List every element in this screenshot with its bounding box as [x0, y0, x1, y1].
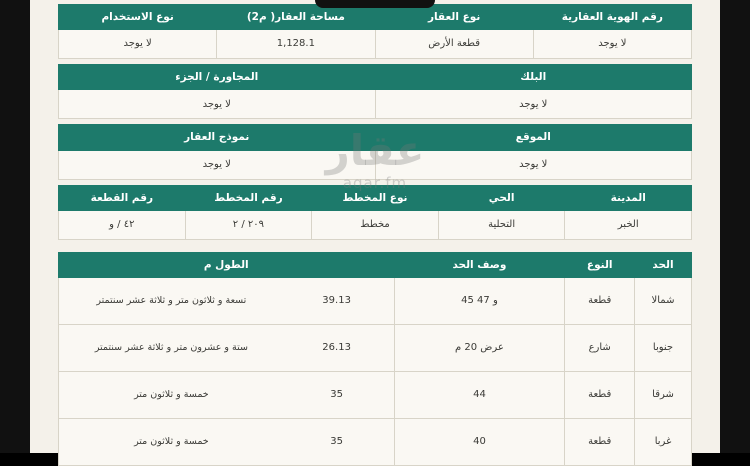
header-boundary-length: الطول م: [59, 252, 395, 277]
header-neighborhood-part: المجاورة / الجزء: [59, 65, 376, 90]
table-header-row: [59, 65, 692, 90]
value-location: لا يوجد: [375, 150, 692, 179]
header-location: الموقع: [375, 125, 692, 150]
camera-notch: [315, 0, 435, 8]
boundary-length-words: خمسة و ثلاثون متر: [134, 388, 209, 400]
boundary-length-cell: [59, 277, 395, 324]
boundary-length-cell: [59, 418, 395, 465]
header-boundary-type: النوع: [565, 252, 635, 277]
table-row: [59, 90, 692, 119]
boundary-length-number: 35: [330, 389, 343, 401]
boundary-length-words: ستة و عشرون متر و ثلاثة عشر سنتمتر: [94, 341, 248, 353]
header-usage-type: نوع الاستخدام: [59, 5, 217, 30]
header-property-id: رقم الهوية العقارية: [533, 5, 691, 30]
value-neighborhood-part: لا يوجد: [59, 90, 376, 119]
boundary-type: قطعة: [565, 371, 635, 418]
boundary-side: شرقا: [635, 371, 692, 418]
table-row: [59, 277, 692, 324]
table-header-row: [59, 125, 692, 150]
table-row: [59, 418, 692, 465]
boundary-type: قطعة: [565, 277, 635, 324]
header-boundary-side: الحد: [635, 252, 692, 277]
watermark-main-text: عقار: [325, 126, 425, 175]
value-property-model: لا يوجد: [59, 150, 376, 179]
table-row: [59, 324, 692, 371]
table-row: [59, 30, 692, 59]
boundary-length-number: 35: [330, 436, 343, 448]
boundary-side: غربا: [635, 418, 692, 465]
boundary-description: و 47 45: [394, 277, 565, 324]
header-property-model: نموذج العقار: [59, 125, 376, 150]
header-parcel-number: رقم القطعة: [59, 185, 186, 210]
spacer-large: [58, 240, 692, 252]
header-property-area: مساحة العقار( م2): [217, 5, 375, 30]
boundary-type: شارع: [565, 324, 635, 371]
value-usage-type: لا يوجد: [59, 30, 217, 59]
deed-sheet: [30, 0, 720, 453]
boundary-side: شمالا: [635, 277, 692, 324]
boundary-description: عرض 20 م: [394, 324, 565, 371]
boundary-description: 44: [394, 371, 565, 418]
table-header-row: [59, 185, 692, 210]
boundary-length-cell: [59, 324, 395, 371]
value-property-type: قطعة الأرض: [375, 30, 533, 59]
boundaries-table: [58, 252, 692, 466]
location-model-table: [58, 124, 692, 179]
value-plan-number: ٢٠٩ / ٢: [185, 210, 312, 239]
watermark-sub-text: aqar.fm: [342, 174, 408, 192]
boundary-length-cell: [59, 371, 395, 418]
left-gutter: [0, 0, 30, 453]
header-district: الحي: [438, 185, 565, 210]
table-header-row: [59, 252, 692, 277]
value-block: لا يوجد: [375, 90, 692, 119]
header-city: المدينة: [565, 185, 692, 210]
right-gutter: [720, 0, 750, 453]
boundary-length-words: خمسة و ثلاثون متر: [134, 435, 209, 447]
table-row: [59, 371, 692, 418]
header-boundary-description: وصف الحد: [394, 252, 565, 277]
boundary-side: جنوبا: [635, 324, 692, 371]
value-plan-type: مخطط: [312, 210, 439, 239]
property-identity-table: [58, 4, 692, 59]
value-city: الخبر: [565, 210, 692, 239]
header-block: البلك: [375, 65, 692, 90]
boundary-length-number: 26.13: [322, 342, 351, 354]
boundary-description: 40: [394, 418, 565, 465]
header-plan-number: رقم المخطط: [185, 185, 312, 210]
header-property-type: نوع العقار: [375, 5, 533, 30]
boundary-type: قطعة: [565, 418, 635, 465]
table-header-row: [59, 5, 692, 30]
table-row: [59, 150, 692, 179]
value-property-id: لا يوجد: [533, 30, 691, 59]
city-district-plan-table: [58, 185, 692, 240]
value-district: التحلية: [438, 210, 565, 239]
boundary-length-words: تسعة و ثلاثون متر و ثلاثة عشر سنتمتر: [96, 294, 247, 306]
boundary-length-number: 39.13: [322, 295, 351, 307]
header-plan-type: نوع المخطط: [312, 185, 439, 210]
block-neighborhood-table: [58, 64, 692, 119]
value-parcel-number: ٤٢ / و: [59, 210, 186, 239]
table-row: [59, 210, 692, 239]
value-property-area: 1,128.1: [217, 30, 375, 59]
